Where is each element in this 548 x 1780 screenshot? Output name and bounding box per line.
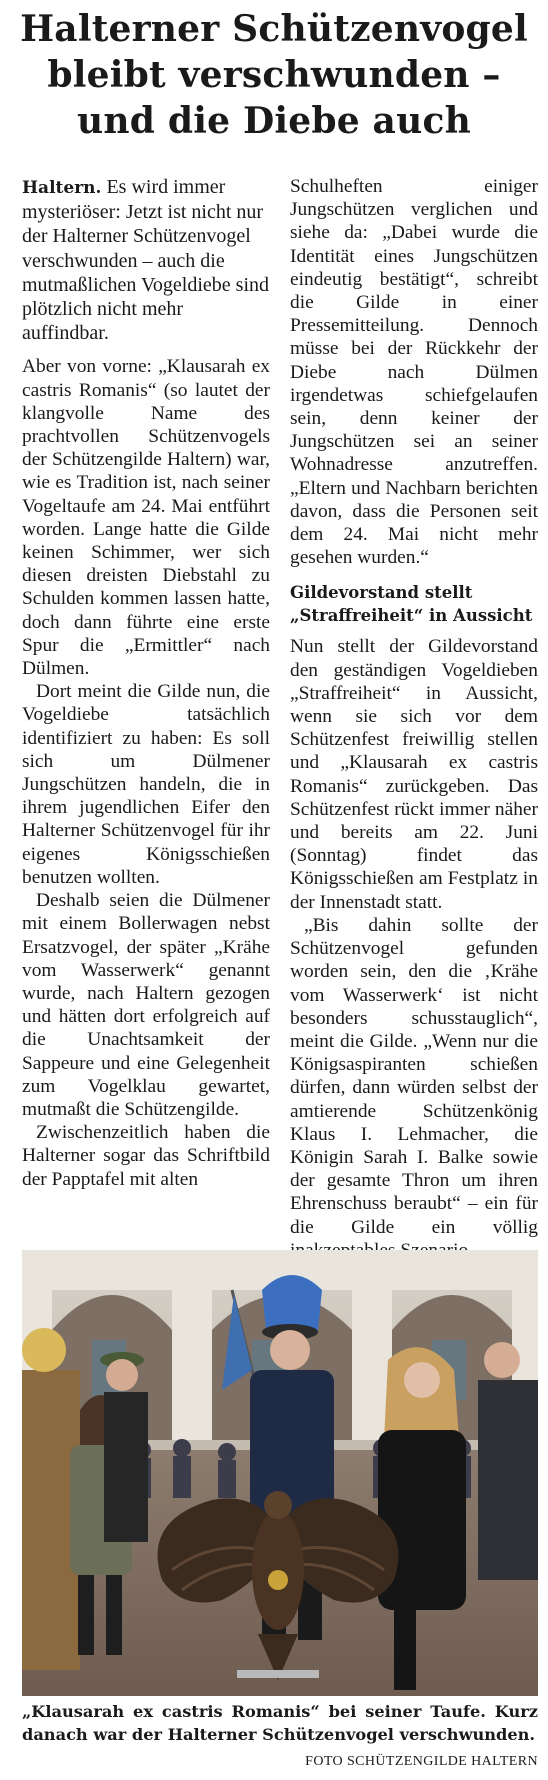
body-paragraph-2: Dort meint die Gilde nun, die Vogeldiebe tatsächlich identifiziert zu haben: Es soll sich um Dülmener Jungschützen handeln, die in ihrem jugendlichen Eifer den Halterner Schützenvogel für ihr eigenes Königsschießen benutzen wollten.	[22, 681, 270, 888]
photo-illustration	[22, 1250, 538, 1696]
headline-line-1: Halterner Schützenvogel	[20, 8, 528, 50]
photo-credit: FOTO SCHÜTZENGILDE HALTERN	[305, 1754, 538, 1769]
lead-text: Es wird immer mysteriöser: Jetzt ist nicht nur der Halterner Schützenvogel verschwunden – auch die mutmaßlichen Vogeldiebe sind plötzlich nicht mehr auffindbar.	[22, 176, 270, 345]
body-paragraph-4: Zwischenzeitlich haben die Halterner sogar das Schriftbild der Papptafel mit alten	[22, 1122, 270, 1190]
body-paragraph-1: Aber von vorne: „Klausarah ex castris Romanis“ (so lautet der klangvolle Name des prachtvollen Schützenvogels der Schützengilde Haltern) war, wie es Tradition ist, nach seiner Vogeltaufe am 24. Mai entführt worden. Lange hatte die Gilde keinen Schimmer, wer sich diesen dreisten Diebstahl zu Schulden kommen lassen hatte, doch dann führte eine erste Spur die „Ermittler“ nach Dülmen.	[22, 356, 270, 680]
headline-line-2: bleibt verschwunden –	[47, 54, 501, 96]
subheading-line-1: Gildevorstand stellt	[290, 583, 473, 603]
article-photo	[22, 1250, 538, 1696]
lead-paragraph	[22, 175, 270, 345]
body-paragraph-5: Nun stellt der Gildevorstand den geständigen Vogeldieben „Straffreiheit“ in Aussicht, wenn sie sich vor dem Schützenfest freiwillig stellen und „Klausarah ex castris Romanis“ zurückgeben. Das Schützenfest rückt immer näher und bereits am 22. Juni (Sonntag) findet das Königsschießen am Festplatz in der Innenstadt statt.	[290, 636, 538, 913]
body-paragraph-6: „Bis dahin sollte der Schützenvogel gefunden worden sein, den die ‚Krähe vom Wasserwerk‘ ist nicht besonders schusstauglich“, meint die Gilde. „Wenn nur die Königsaspiranten schießen dürfen, dann würden selbst der amtierende Schützenkönig Klaus I. Lehmacher, die Königin Sarah I. Balke sowie der gesamte Thron um ihren Ehrenschuss beraubt“ – ein für die Gilde ein völlig	[290, 914, 538, 1238]
subheading	[290, 581, 538, 627]
article-column-right	[290, 175, 538, 1262]
dateline: Haltern.	[22, 178, 102, 198]
headline-line-3: und die Diebe auch	[77, 100, 471, 142]
article-column-left	[22, 175, 270, 1191]
photo-caption: „Klausarah ex castris Romanis“ bei seiner Taufe. Kurz danach war der Halterner Schützenvogel verschwunden.	[22, 1702, 538, 1744]
body-paragraph-3: Deshalb seien die Dülmener mit einem Bollerwagen nebst Ersatzvogel, der später „Krähe vom Wasserwerk“ genannt wurde, nach Haltern gezogen und hätten dort erfolgreich auf die Unachtsamkeit der Sappeure und eine Gelegenheit zum Vogelklau gewartet, mutmaßt die Schützengilde.	[22, 890, 270, 1120]
subheading-line-2: „Straffreiheit“ in Aussicht	[290, 606, 533, 626]
body-paragraph-4-continued: Schulheften einiger Jungschützen verglichen und siehe da: „Dabei wurde die Identität eines Jungschützen eindeutig bestätigt“, schreibt die Gilde in einer Pressemitteilung. Dennoch müsse bei der Rückkehr der Diebe nach Dülmen irgendetwas schiefgelaufen sein, denn keiner der Jungschützen sei an seiner Wohnadresse anzutreffen. „Eltern und Nachbarn berichten davon, dass die Personen seit dem 24. Mai nicht mehr gesehen wurden.“	[290, 176, 538, 569]
article-headline	[10, 6, 538, 144]
